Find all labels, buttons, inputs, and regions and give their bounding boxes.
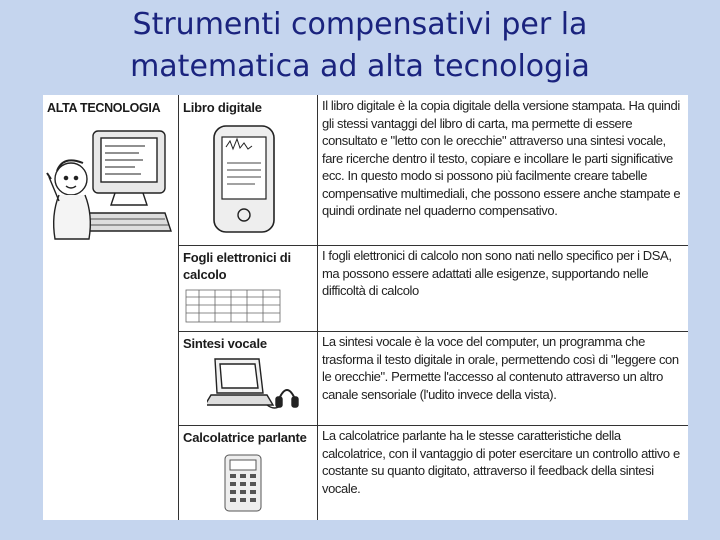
- slide-title: [0, 4, 720, 88]
- tool-name: Fogli elettronici di calcolo: [183, 250, 291, 282]
- tool-name: Calcolatrice parlante: [183, 430, 307, 445]
- table-row: [179, 425, 688, 520]
- tool-description: La sintesi vocale è la voce del computer, un programma che trasforma il testo digitale in orale, permettendo così di "leggere con le orecchie". Permette l'accesso al contenuto attraverso un altro canale sensoriale (l'udito invece della vista).: [317, 331, 685, 425]
- tool-description: Il libro digitale è la copia digitale della versione stampata. Ha quindi gli stessi vantaggi del libro di carta, ma permette di essere consultato e "letto con le orecchie" attraverso una sintesi vocale, fare ricerche dentro il testo, copiare e incollare le parti significative ecc. In questo modo si possono più facilmente creare tabelle compensative multimediali, che possono essere anche stampate e quindi ordinate nel quaderno compensativo.: [317, 95, 685, 245]
- tool-description: La calcolatrice parlante ha le stesse caratteristiche della calcolatrice, con il vantaggio di poter esercitare un controllo attivo e costante su quanto digitato, attraverso il feedback della sintesi vocale.: [317, 425, 685, 520]
- tool-name: Libro digitale: [183, 100, 262, 115]
- table-row: [179, 331, 688, 426]
- table-row: [179, 95, 688, 246]
- ebook-reader-icon: [211, 123, 277, 235]
- calculator-icon: [223, 453, 263, 513]
- section-label: ALTA TECNOLOGIA: [47, 101, 161, 115]
- slide-title-line-1: Strumenti compensativi per la: [132, 7, 588, 42]
- slide-title-line-2: matematica ad alta tecnologia: [130, 49, 590, 84]
- section-column: [43, 95, 179, 520]
- laptop-headphones-icon: [207, 353, 299, 421]
- table-row: [179, 245, 688, 332]
- spreadsheet-icon: [185, 289, 281, 325]
- scanned-table: [43, 95, 688, 520]
- tool-name: Sintesi vocale: [183, 336, 267, 351]
- child-computer-icon: [45, 121, 173, 251]
- tool-description: I fogli elettronici di calcolo non sono nati nello specifico per i DSA, ma possono essere adattati alle esigenze, supportando nelle difficoltà di calcolo: [317, 245, 685, 331]
